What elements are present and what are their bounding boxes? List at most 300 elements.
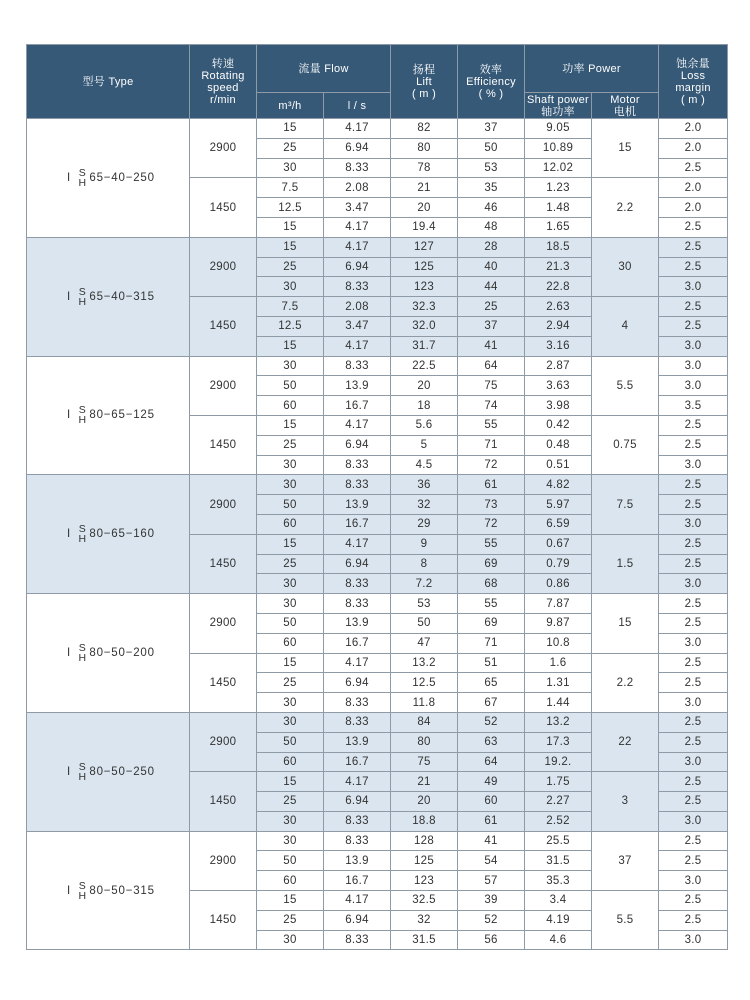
model-prefix: I	[67, 290, 71, 303]
flow-m3h-cell: 30	[257, 811, 324, 831]
efficiency-cell: 71	[458, 633, 525, 653]
header-speed: 转速 Rotating speed r/min	[190, 45, 257, 119]
header-type: 型号 Type	[27, 45, 190, 119]
header-power: 功率 Power	[525, 45, 659, 93]
flow-ls-cell: 16.7	[324, 514, 391, 534]
model-type-cell	[27, 712, 190, 831]
flow-ls-cell: 4.17	[324, 772, 391, 792]
lift-cell: 82	[391, 119, 458, 139]
flow-ls-cell: 8.33	[324, 356, 391, 376]
flow-m3h-cell: 15	[257, 336, 324, 356]
loss-margin-cell: 3.0	[659, 376, 728, 396]
lift-cell: 12.5	[391, 673, 458, 693]
flow-ls-cell: 16.7	[324, 633, 391, 653]
flow-m3h-cell: 50	[257, 495, 324, 515]
efficiency-cell: 44	[458, 277, 525, 297]
efficiency-cell: 68	[458, 574, 525, 594]
shaft-power-cell: 31.5	[525, 851, 592, 871]
model-sup: S	[78, 285, 87, 298]
pump-spec-sheet	[26, 44, 727, 950]
speed-cell: 2900	[190, 712, 257, 771]
flow-m3h-cell: 60	[257, 396, 324, 416]
motor-cell: 0.75	[592, 415, 659, 474]
motor-cell: 2.2	[592, 653, 659, 712]
lift-cell: 36	[391, 475, 458, 495]
table-row	[27, 594, 728, 614]
loss-margin-cell: 2.5	[659, 297, 728, 317]
header-efficiency: 效率 Efficiency ( % )	[458, 45, 525, 119]
flow-ls-cell: 8.33	[324, 158, 391, 178]
header-shaft-power: Shaft power 轴功率	[525, 93, 592, 119]
flow-ls-cell: 6.94	[324, 257, 391, 277]
model-type-cell	[27, 831, 190, 950]
flow-ls-cell: 8.33	[324, 574, 391, 594]
efficiency-cell: 74	[458, 396, 525, 416]
speed-cell: 1450	[190, 534, 257, 593]
efficiency-cell: 35	[458, 178, 525, 198]
header-loss-margin: 蚀余量 Loss margin ( m )	[659, 45, 728, 119]
lift-cell: 123	[391, 277, 458, 297]
flow-ls-cell: 8.33	[324, 594, 391, 614]
efficiency-cell: 64	[458, 356, 525, 376]
table-row	[27, 356, 728, 376]
lift-cell: 32.0	[391, 316, 458, 336]
flow-m3h-cell: 30	[257, 831, 324, 851]
motor-cell: 7.5	[592, 475, 659, 534]
flow-ls-cell: 6.94	[324, 792, 391, 812]
efficiency-cell: 50	[458, 138, 525, 158]
lift-cell: 32	[391, 910, 458, 930]
loss-margin-cell: 2.5	[659, 772, 728, 792]
lift-cell: 50	[391, 613, 458, 633]
flow-ls-cell: 13.9	[324, 732, 391, 752]
model-sub: H	[78, 176, 87, 189]
flow-m3h-cell: 50	[257, 376, 324, 396]
motor-cell: 5.5	[592, 891, 659, 950]
loss-margin-cell: 2.5	[659, 673, 728, 693]
flow-m3h-cell: 30	[257, 475, 324, 495]
shaft-power-cell: 6.59	[525, 514, 592, 534]
model-number: 80−50−250	[89, 765, 155, 778]
flow-m3h-cell: 15	[257, 653, 324, 673]
model-number: 80−65−160	[89, 528, 155, 541]
flow-ls-cell: 4.17	[324, 119, 391, 139]
loss-margin-cell: 2.5	[659, 851, 728, 871]
efficiency-cell: 73	[458, 495, 525, 515]
efficiency-cell: 52	[458, 910, 525, 930]
efficiency-cell: 63	[458, 732, 525, 752]
loss-margin-cell: 2.0	[659, 119, 728, 139]
lift-cell: 32.3	[391, 297, 458, 317]
model-sub: H	[78, 652, 87, 665]
lift-cell: 47	[391, 633, 458, 653]
shaft-power-cell: 0.67	[525, 534, 592, 554]
flow-ls-cell: 3.47	[324, 198, 391, 218]
speed-cell: 2900	[190, 356, 257, 415]
loss-margin-cell: 3.0	[659, 693, 728, 713]
lift-cell: 123	[391, 871, 458, 891]
model-sub: H	[78, 770, 87, 783]
model-prefix: I	[67, 884, 71, 897]
efficiency-cell: 41	[458, 336, 525, 356]
model-number: 80−50−315	[89, 884, 155, 897]
model-sup: S	[78, 879, 87, 892]
shaft-power-cell: 3.16	[525, 336, 592, 356]
speed-cell: 1450	[190, 772, 257, 831]
flow-ls-cell: 4.17	[324, 653, 391, 673]
speed-cell: 1450	[190, 415, 257, 474]
shaft-power-cell: 0.86	[525, 574, 592, 594]
flow-ls-cell: 6.94	[324, 138, 391, 158]
header-flow-ls: l / s	[324, 93, 391, 119]
lift-cell: 53	[391, 594, 458, 614]
shaft-power-cell: 3.4	[525, 891, 592, 911]
loss-margin-cell: 2.5	[659, 891, 728, 911]
flow-ls-cell: 13.9	[324, 613, 391, 633]
loss-margin-cell: 2.5	[659, 415, 728, 435]
flow-m3h-cell: 15	[257, 891, 324, 911]
flow-m3h-cell: 15	[257, 772, 324, 792]
flow-ls-cell: 13.9	[324, 495, 391, 515]
loss-margin-cell: 3.0	[659, 336, 728, 356]
model-type-cell	[27, 237, 190, 356]
speed-cell: 1450	[190, 178, 257, 237]
model-sub: H	[78, 533, 87, 546]
flow-ls-cell: 2.08	[324, 178, 391, 198]
lift-cell: 32	[391, 495, 458, 515]
flow-m3h-cell: 30	[257, 356, 324, 376]
lift-cell: 32.5	[391, 891, 458, 911]
flow-ls-cell: 16.7	[324, 396, 391, 416]
table-header	[27, 45, 728, 119]
model-number: 80−65−125	[89, 409, 155, 422]
loss-margin-cell: 2.0	[659, 198, 728, 218]
flow-ls-cell: 8.33	[324, 831, 391, 851]
flow-m3h-cell: 50	[257, 613, 324, 633]
lift-cell: 127	[391, 237, 458, 257]
flow-m3h-cell: 50	[257, 732, 324, 752]
model-prefix: I	[67, 647, 71, 660]
flow-ls-cell: 13.9	[324, 851, 391, 871]
flow-m3h-cell: 50	[257, 851, 324, 871]
flow-m3h-cell: 7.5	[257, 297, 324, 317]
lift-cell: 19.4	[391, 217, 458, 237]
loss-margin-cell: 3.0	[659, 633, 728, 653]
speed-cell: 1450	[190, 891, 257, 950]
loss-margin-cell: 2.5	[659, 554, 728, 574]
flow-ls-cell: 8.33	[324, 475, 391, 495]
loss-margin-cell: 3.0	[659, 752, 728, 772]
shaft-power-cell: 3.63	[525, 376, 592, 396]
flow-ls-cell: 4.17	[324, 891, 391, 911]
flow-m3h-cell: 15	[257, 415, 324, 435]
efficiency-cell: 60	[458, 792, 525, 812]
efficiency-cell: 54	[458, 851, 525, 871]
shaft-power-cell: 0.51	[525, 455, 592, 475]
loss-margin-cell: 2.5	[659, 831, 728, 851]
loss-margin-cell: 3.0	[659, 574, 728, 594]
loss-margin-cell: 2.5	[659, 495, 728, 515]
shaft-power-cell: 2.94	[525, 316, 592, 336]
loss-margin-cell: 2.5	[659, 712, 728, 732]
motor-cell: 15	[592, 594, 659, 653]
efficiency-cell: 51	[458, 653, 525, 673]
efficiency-cell: 57	[458, 871, 525, 891]
speed-cell: 2900	[190, 119, 257, 178]
loss-margin-cell: 3.0	[659, 930, 728, 950]
loss-margin-cell: 3.0	[659, 277, 728, 297]
model-number: 65−40−250	[89, 171, 155, 184]
efficiency-cell: 52	[458, 712, 525, 732]
flow-m3h-cell: 30	[257, 277, 324, 297]
model-type-cell	[27, 475, 190, 594]
loss-margin-cell: 2.5	[659, 792, 728, 812]
lift-cell: 80	[391, 138, 458, 158]
flow-ls-cell: 8.33	[324, 811, 391, 831]
efficiency-cell: 75	[458, 376, 525, 396]
pump-performance-table	[26, 44, 728, 950]
motor-cell: 1.5	[592, 534, 659, 593]
loss-margin-cell: 2.5	[659, 594, 728, 614]
shaft-power-cell: 17.3	[525, 732, 592, 752]
shaft-power-cell: 0.42	[525, 415, 592, 435]
lift-cell: 75	[391, 752, 458, 772]
efficiency-cell: 41	[458, 831, 525, 851]
model-sub: H	[78, 889, 87, 902]
efficiency-cell: 53	[458, 158, 525, 178]
header-motor: Motor 电机	[592, 93, 659, 119]
loss-margin-cell: 3.0	[659, 356, 728, 376]
speed-cell: 2900	[190, 594, 257, 653]
flow-ls-cell: 4.17	[324, 415, 391, 435]
efficiency-cell: 55	[458, 534, 525, 554]
loss-margin-cell: 3.0	[659, 455, 728, 475]
flow-m3h-cell: 60	[257, 752, 324, 772]
flow-m3h-cell: 25	[257, 673, 324, 693]
lift-cell: 128	[391, 831, 458, 851]
table-row	[27, 237, 728, 257]
lift-cell: 78	[391, 158, 458, 178]
efficiency-cell: 25	[458, 297, 525, 317]
loss-margin-cell: 2.5	[659, 217, 728, 237]
shaft-power-cell: 21.3	[525, 257, 592, 277]
loss-margin-cell: 2.5	[659, 316, 728, 336]
efficiency-cell: 71	[458, 435, 525, 455]
shaft-power-cell: 18.5	[525, 237, 592, 257]
efficiency-cell: 46	[458, 198, 525, 218]
efficiency-cell: 37	[458, 119, 525, 139]
flow-m3h-cell: 15	[257, 237, 324, 257]
flow-m3h-cell: 25	[257, 257, 324, 277]
lift-cell: 21	[391, 178, 458, 198]
shaft-power-cell: 1.75	[525, 772, 592, 792]
model-number: 65−40−315	[89, 290, 155, 303]
loss-margin-cell: 3.0	[659, 514, 728, 534]
loss-margin-cell: 2.5	[659, 613, 728, 633]
flow-m3h-cell: 15	[257, 534, 324, 554]
flow-m3h-cell: 30	[257, 594, 324, 614]
efficiency-cell: 61	[458, 811, 525, 831]
shaft-power-cell: 10.89	[525, 138, 592, 158]
shaft-power-cell: 10.8	[525, 633, 592, 653]
model-type-cell	[27, 356, 190, 475]
lift-cell: 125	[391, 851, 458, 871]
speed-cell: 1450	[190, 297, 257, 356]
shaft-power-cell: 1.6	[525, 653, 592, 673]
lift-cell: 21	[391, 772, 458, 792]
shaft-power-cell: 4.19	[525, 910, 592, 930]
flow-ls-cell: 6.94	[324, 910, 391, 930]
header-flow: 流量 Flow	[257, 45, 391, 93]
lift-cell: 20	[391, 198, 458, 218]
flow-ls-cell: 16.7	[324, 871, 391, 891]
efficiency-cell: 49	[458, 772, 525, 792]
loss-margin-cell: 3.0	[659, 811, 728, 831]
efficiency-cell: 64	[458, 752, 525, 772]
flow-m3h-cell: 30	[257, 455, 324, 475]
lift-cell: 5	[391, 435, 458, 455]
lift-cell: 18	[391, 396, 458, 416]
efficiency-cell: 72	[458, 455, 525, 475]
efficiency-cell: 69	[458, 554, 525, 574]
lift-cell: 31.5	[391, 930, 458, 950]
flow-ls-cell: 8.33	[324, 277, 391, 297]
model-type-cell	[27, 119, 190, 238]
loss-margin-cell: 2.0	[659, 138, 728, 158]
efficiency-cell: 28	[458, 237, 525, 257]
loss-margin-cell: 2.5	[659, 237, 728, 257]
shaft-power-cell: 4.82	[525, 475, 592, 495]
model-number: 80−50−200	[89, 647, 155, 660]
shaft-power-cell: 2.87	[525, 356, 592, 376]
flow-m3h-cell: 25	[257, 910, 324, 930]
speed-cell: 2900	[190, 237, 257, 296]
table-row	[27, 831, 728, 851]
flow-ls-cell: 6.94	[324, 435, 391, 455]
shaft-power-cell: 1.44	[525, 693, 592, 713]
flow-m3h-cell: 60	[257, 871, 324, 891]
shaft-power-cell: 0.48	[525, 435, 592, 455]
flow-ls-cell: 8.33	[324, 712, 391, 732]
efficiency-cell: 72	[458, 514, 525, 534]
flow-ls-cell: 8.33	[324, 455, 391, 475]
motor-cell: 5.5	[592, 356, 659, 415]
flow-ls-cell: 13.9	[324, 376, 391, 396]
model-prefix: I	[67, 765, 71, 778]
flow-m3h-cell: 30	[257, 930, 324, 950]
motor-cell: 37	[592, 831, 659, 890]
speed-cell: 2900	[190, 831, 257, 890]
loss-margin-cell: 2.0	[659, 178, 728, 198]
flow-m3h-cell: 12.5	[257, 316, 324, 336]
table-body	[27, 119, 728, 950]
loss-margin-cell: 2.5	[659, 475, 728, 495]
flow-m3h-cell: 30	[257, 712, 324, 732]
shaft-power-cell: 2.27	[525, 792, 592, 812]
flow-ls-cell: 4.17	[324, 534, 391, 554]
efficiency-cell: 48	[458, 217, 525, 237]
shaft-power-cell: 12.02	[525, 158, 592, 178]
lift-cell: 4.5	[391, 455, 458, 475]
flow-ls-cell: 16.7	[324, 752, 391, 772]
loss-margin-cell: 2.5	[659, 257, 728, 277]
shaft-power-cell: 5.97	[525, 495, 592, 515]
efficiency-cell: 39	[458, 891, 525, 911]
lift-cell: 5.6	[391, 415, 458, 435]
shaft-power-cell: 9.05	[525, 119, 592, 139]
shaft-power-cell: 7.87	[525, 594, 592, 614]
model-sup: S	[78, 760, 87, 773]
table-row	[27, 475, 728, 495]
loss-margin-cell: 2.5	[659, 732, 728, 752]
motor-cell: 3	[592, 772, 659, 831]
model-prefix: I	[67, 171, 71, 184]
shaft-power-cell: 2.52	[525, 811, 592, 831]
model-sup: S	[78, 642, 87, 655]
speed-cell: 2900	[190, 475, 257, 534]
loss-margin-cell: 2.5	[659, 158, 728, 178]
shaft-power-cell: 22.8	[525, 277, 592, 297]
flow-ls-cell: 2.08	[324, 297, 391, 317]
flow-m3h-cell: 25	[257, 554, 324, 574]
flow-m3h-cell: 30	[257, 574, 324, 594]
efficiency-cell: 56	[458, 930, 525, 950]
header-lift: 扬程 Lift ( m )	[391, 45, 458, 119]
lift-cell: 22.5	[391, 356, 458, 376]
efficiency-cell: 69	[458, 613, 525, 633]
lift-cell: 8	[391, 554, 458, 574]
shaft-power-cell: 19.2.	[525, 752, 592, 772]
lift-cell: 18.8	[391, 811, 458, 831]
lift-cell: 31.7	[391, 336, 458, 356]
model-prefix: I	[67, 528, 71, 541]
flow-m3h-cell: 60	[257, 514, 324, 534]
loss-margin-cell: 3.0	[659, 871, 728, 891]
lift-cell: 125	[391, 257, 458, 277]
lift-cell: 13.2	[391, 653, 458, 673]
loss-margin-cell: 3.5	[659, 396, 728, 416]
efficiency-cell: 40	[458, 257, 525, 277]
speed-cell: 1450	[190, 653, 257, 712]
flow-ls-cell: 4.17	[324, 237, 391, 257]
flow-ls-cell: 8.33	[324, 693, 391, 713]
table-row	[27, 119, 728, 139]
lift-cell: 80	[391, 732, 458, 752]
flow-m3h-cell: 15	[257, 217, 324, 237]
flow-m3h-cell: 25	[257, 138, 324, 158]
flow-ls-cell: 4.17	[324, 217, 391, 237]
flow-m3h-cell: 60	[257, 633, 324, 653]
efficiency-cell: 67	[458, 693, 525, 713]
lift-cell: 20	[391, 792, 458, 812]
header-flow-m3h: m³/h	[257, 93, 324, 119]
flow-ls-cell: 3.47	[324, 316, 391, 336]
shaft-power-cell: 1.23	[525, 178, 592, 198]
motor-cell: 15	[592, 119, 659, 178]
lift-cell: 11.8	[391, 693, 458, 713]
loss-margin-cell: 2.5	[659, 435, 728, 455]
model-sub: H	[78, 414, 87, 427]
efficiency-cell: 55	[458, 594, 525, 614]
model-sup: S	[78, 523, 87, 536]
model-prefix: I	[67, 409, 71, 422]
efficiency-cell: 61	[458, 475, 525, 495]
model-sup: S	[78, 166, 87, 179]
shaft-power-cell: 35.3	[525, 871, 592, 891]
flow-m3h-cell: 25	[257, 792, 324, 812]
flow-m3h-cell: 7.5	[257, 178, 324, 198]
lift-cell: 9	[391, 534, 458, 554]
